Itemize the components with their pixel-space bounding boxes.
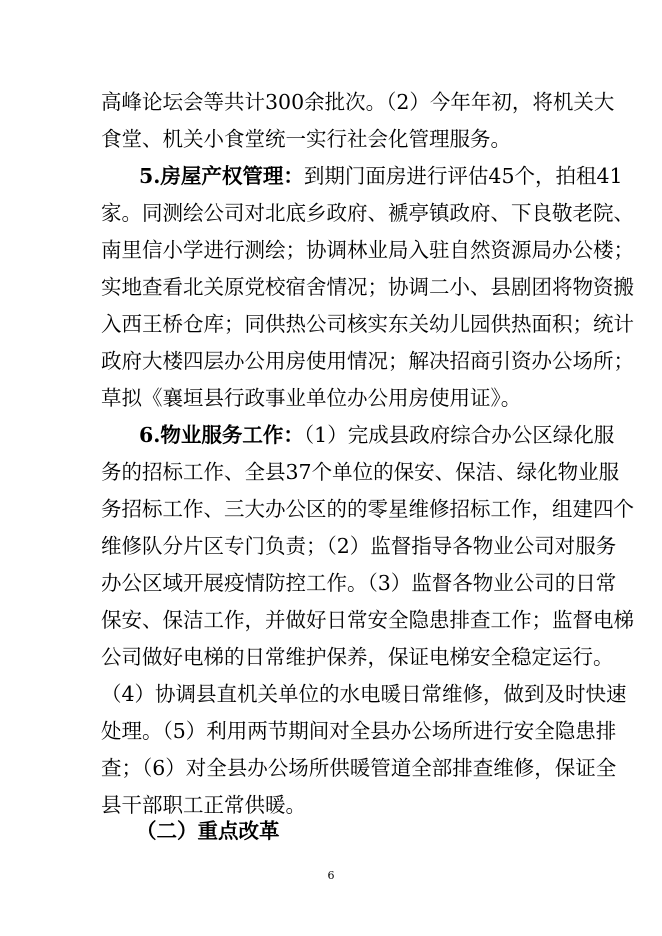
item5-first-line-text: 到期门面房进行评估45个，拍租41 <box>303 164 623 188</box>
text-line: 公司做好电梯的日常维护保养，保证电梯安全稳定运行。 <box>101 645 614 669</box>
text-line: 维修队分片区专门负责；（2）监督指导各物业公司对服务 <box>101 534 617 558</box>
text-line: 食堂、机关小食堂统一实行社会化管理服务。 <box>101 127 511 151</box>
text-line: 务的招标工作、全县37个单位的保安、保洁、绿化物业服 <box>101 460 620 484</box>
item6-first-line-text: （1）完成县政府综合办公区绿化服 <box>303 423 615 447</box>
section-heading: （二）重点改革 <box>136 819 280 843</box>
item5-heading: 5.房屋产权管理： <box>139 164 304 188</box>
text-line: 保安、保洁工作，并做好日常安全隐患排查工作；监督电梯 <box>101 608 634 632</box>
page-number: 6 <box>327 869 335 882</box>
text-line: 查；（6）对全县办公场所供暖管道全部排查维修，保证全 <box>101 756 617 780</box>
text-line: 入西王桥仓库；同供热公司核实东关幼儿园供热面积；统计 <box>101 312 634 336</box>
text-line: 务招标工作、三大办公区的的零星维修招标工作，组建四个 <box>101 497 634 521</box>
text-line: 家。同测绘公司对北底乡政府、褫亭镇政府、下良敬老院、 <box>101 201 634 225</box>
text-line: 草拟《襄垣县行政事业单位办公用房使用证》。 <box>101 386 522 410</box>
text-line: 办公区域开展疫情防控工作。（3）监督各物业公司的日常 <box>101 571 617 595</box>
item6-heading: 6.物业服务工作： <box>139 423 304 447</box>
text-line: 高峰论坛会等共计300余批次。（2）今年年初，将机关大 <box>101 90 615 114</box>
text-line: 政府大楼四层办公用房使用情况；解决招商引资办公场所； <box>101 349 634 373</box>
item5-first-line <box>139 163 623 189</box>
item6-first-line <box>139 422 615 448</box>
text-line: 实地查看北关原党校宿舍情况；协调二小、县剧团将物资搬 <box>101 275 634 299</box>
text-line: 县干部职工正常供暖。 <box>101 793 306 817</box>
text-line: 处理。（5）利用两节期间对全县办公场所进行安全隐患排 <box>101 719 617 743</box>
text-line: 南里信小学进行测绘；协调林业局入驻自然资源局办公楼； <box>101 238 634 262</box>
text-line: （4）协调县直机关单位的水电暖日常维修，做到及时快速 <box>101 682 627 706</box>
